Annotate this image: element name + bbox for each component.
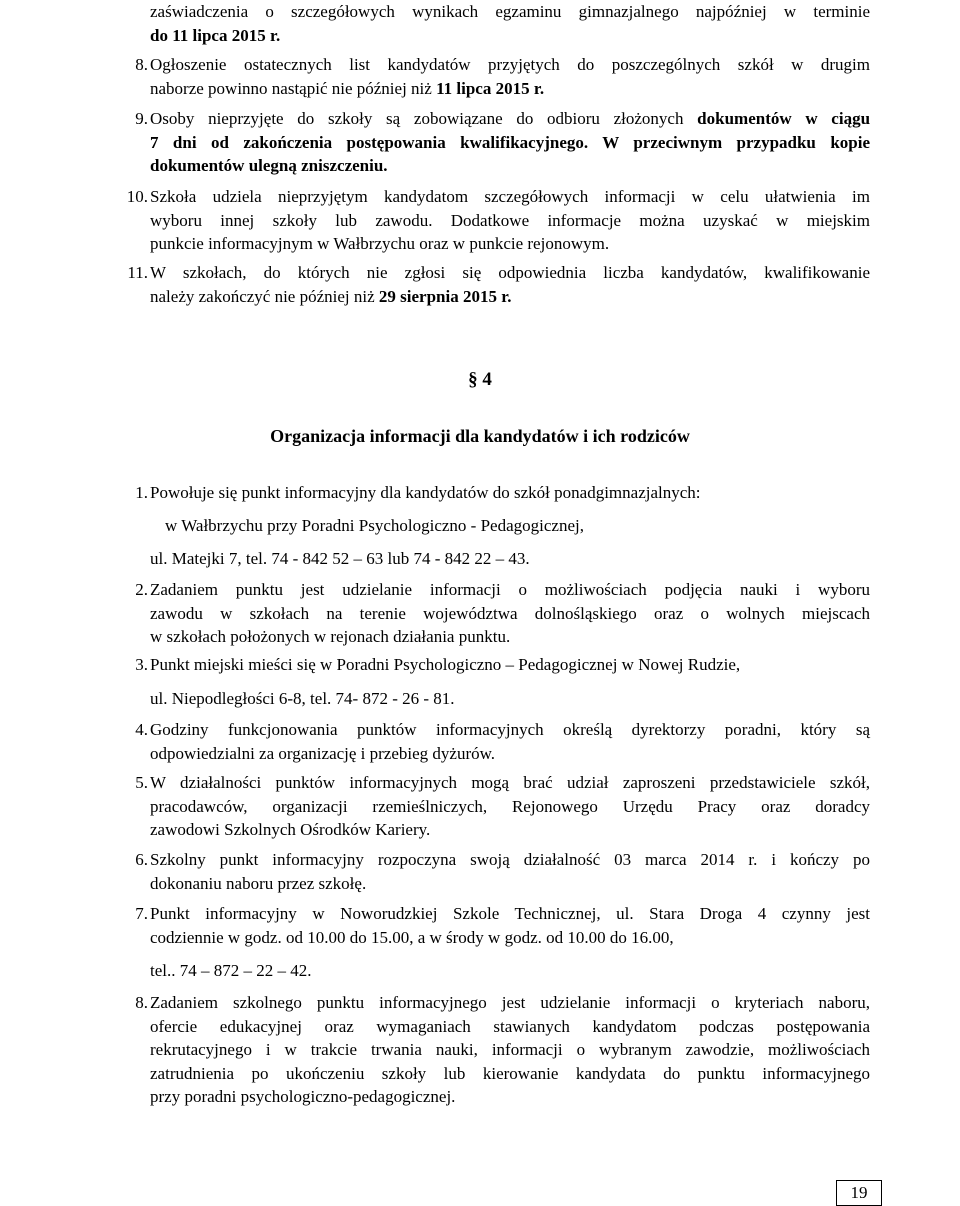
list-item-line: Punkt informacyjny w Noworudzkiej Szkole Technicznej, ul. Stara Droga 4 czynny jest: [150, 904, 870, 923]
list-item-number: 4.: [135, 720, 148, 739]
deadline-text: 11 lipca 2015 r.: [436, 78, 545, 98]
section-title: Organizacja informacji dla kandydatów i ich rodziców: [270, 426, 690, 446]
list-item-line: zatrudnienia po ukończeniu szkoły lub kierowanie kandydata do punktu informacyjnego: [150, 1063, 870, 1083]
list-item-line: w szkołach położonych w rejonach działania punktu.: [150, 627, 511, 646]
list-item-line: W szkołach, do których nie zgłosi się odpowiednia liczba kandydatów, kwalifikowanie: [150, 263, 870, 282]
list-item-line: Szkoła udziela nieprzyjętym kandydatom szczegółowych informacji w celu ułatwienia im: [150, 187, 870, 206]
list-item-10: [108, 185, 870, 256]
list-item-11: [108, 261, 870, 308]
list-item-line: Zadaniem punktu jest udzielanie informacji o możliwościach podjęcia nauki i wyboru: [150, 580, 870, 599]
list-item-line: pracodawców, organizacji rzemieślniczych, Rejonowego Urzędu Pracy oraz doradcy: [150, 796, 870, 816]
list-item-line: Powołuje się punkt informacyjny dla kandydatów do szkół ponadgimnazjalnych:: [150, 483, 701, 502]
list-item-1: [108, 481, 870, 505]
list-item-number: 3.: [135, 655, 148, 674]
list-item-7: [108, 902, 870, 949]
list-item-line: punkcie informacyjnym w Wałbrzychu oraz w punkcie rejonowym.: [150, 234, 610, 253]
list-item-8: [108, 53, 870, 100]
list-item-line: naborze powinno nastąpić nie później niż: [150, 78, 432, 98]
list-item-line: zawodowi Szkolnych Ośrodków Kariery.: [150, 820, 431, 839]
list-item-2: [108, 578, 870, 649]
emphasis-text: dokumentów ulegną zniszczeniu.: [150, 156, 388, 175]
list-item-3: [108, 653, 870, 677]
list-item-4: [108, 718, 870, 765]
list-item-line: Godziny funkcjonowania punktów informacyjnych określą dyrektorzy poradni, który są: [150, 720, 870, 739]
list-item-line: przy poradni psychologiczno-pedagogicznej.: [150, 1087, 456, 1106]
list-item-line: dokonaniu naboru przez szkołę.: [150, 873, 367, 893]
list-item-number: 5.: [135, 773, 148, 792]
list-item-number: 8.: [135, 993, 148, 1012]
list-item-continued: [108, 0, 870, 47]
list-item-line: Osoby nieprzyjęte do szkoły są zobowiązane do odbioru złożonych: [150, 109, 684, 128]
list-item-line: zaświadczenia o szczegółowych wynikach egzaminu gimnazjalnego najpóźniej w terminie: [150, 2, 870, 21]
list-item-line: odpowiedzialni za organizację i przebieg dyżurów.: [150, 743, 496, 763]
address-line: ul. Matejki 7, tel. 74 - 842 52 – 63 lub 74 - 842 22 – 43.: [150, 549, 530, 568]
section-number: § 4: [468, 369, 492, 390]
list-item-line: Zadaniem szkolnego punktu informacyjnego jest udzielanie informacji o kryteriach naboru,: [150, 993, 870, 1012]
list-item-line: rekrutacyjnego i w trakcie trwania nauki, informacji o wybranym zawodzie, możliwościach: [150, 1040, 870, 1059]
list-item-number: 8.: [135, 55, 148, 74]
list-item-line: Szkolny punkt informacyjny rozpoczyna swoją działalność 03 marca 2014 r. i kończy po: [150, 850, 870, 869]
list-item-number: 10.: [126, 187, 148, 206]
address-line: w Wałbrzychu przy Poradni Psychologiczno - Pedagogicznej,: [165, 516, 584, 535]
list-item-line: wyboru innej szkoły lub zawodu. Dodatkowe informacje można uzyskać w miejskim: [150, 210, 870, 230]
list-item-number: 6.: [135, 850, 148, 869]
list-item-8-lower: [108, 991, 870, 1109]
phone-line: tel.. 74 – 872 – 22 – 42.: [150, 961, 312, 980]
emphasis-text: dokumentów w ciągu: [697, 109, 871, 128]
list-item-line: zawodu w szkołach na terenie województwa dolnośląskiego oraz o wolnych miejscach: [150, 603, 870, 623]
deadline-text: 29 sierpnia 2015 r.: [378, 286, 512, 306]
page-number: 19: [836, 1180, 882, 1206]
section-symbol: §: [468, 369, 478, 390]
list-item-line: W działalności punktów informacyjnych mogą brać udział zaproszeni przedstawiciele szkół,: [150, 773, 870, 792]
list-item-number: 9.: [135, 109, 148, 128]
deadline-text: do 11 lipca 2015 r.: [150, 25, 281, 45]
list-item-number: 1.: [135, 483, 148, 502]
list-item-line: codziennie w godz. od 10.00 do 15.00, a w środy w godz. od 10.00 do 16.00,: [150, 927, 674, 947]
emphasis-text: 7 dni od zakończenia postępowania kwalifikacyjnego. W przeciwnym przypadku kopie: [150, 132, 870, 152]
list-item-line: należy zakończyć nie później niż: [150, 286, 375, 306]
list-item-line: Ogłoszenie ostatecznych list kandydatów przyjętych do poszczególnych szkół w drugim: [150, 55, 870, 74]
address-line: ul. Niepodległości 6-8, tel. 74- 872 - 26 - 81.: [150, 689, 455, 708]
list-item-number: 11.: [127, 263, 148, 282]
list-item-6: [108, 848, 870, 895]
list-item-line: Punkt miejski mieści się w Poradni Psychologiczno – Pedagogicznej w Nowej Rudzie,: [150, 655, 741, 674]
list-item-5: [108, 771, 870, 842]
list-item-9: [108, 107, 870, 178]
list-item-number: 7.: [135, 904, 148, 923]
list-item-number: 2.: [135, 580, 148, 599]
list-item-line: ofercie edukacyjnej oraz wymaganiach stawianych kandydatom podczas postępowania: [150, 1016, 870, 1036]
